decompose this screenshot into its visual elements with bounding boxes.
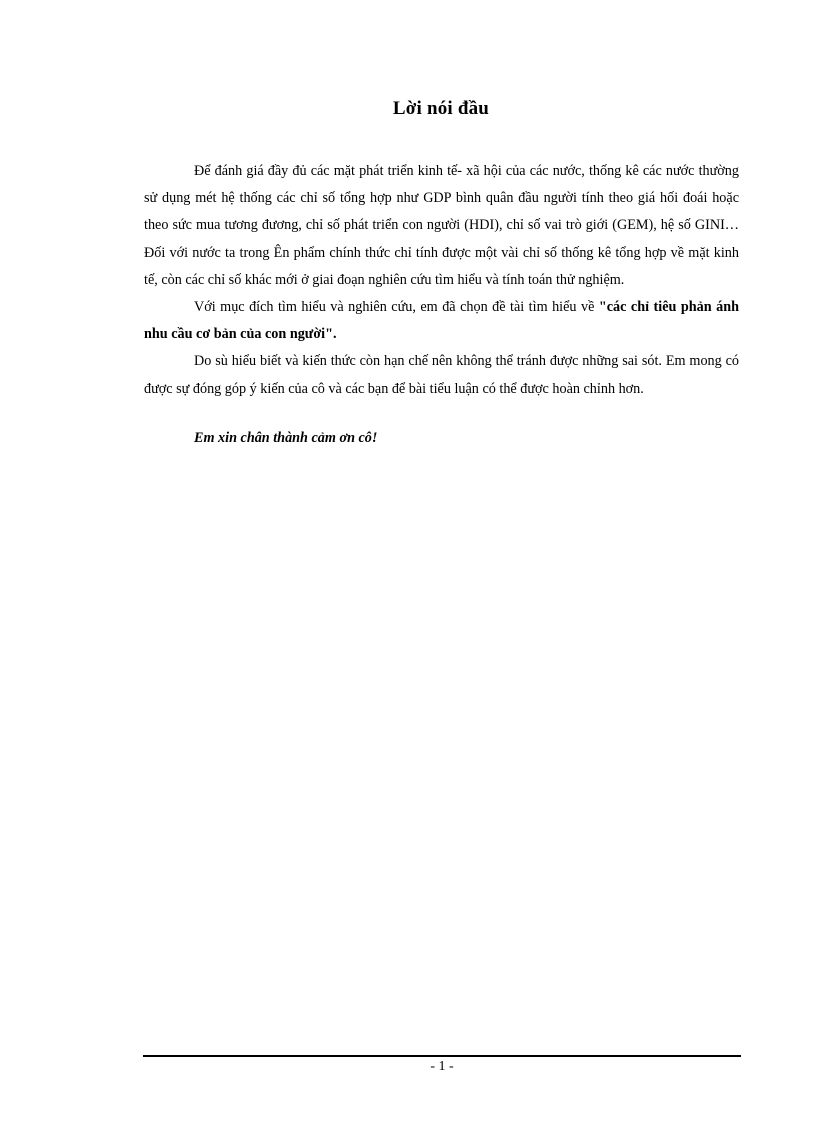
purpose-text: Với mục đích tìm hiểu và nghiên cứu, em đã chọn đề tài tìm hiểu về	[194, 299, 599, 316]
paragraph-limitations: Do sù hiểu biết và kiến thức còn hạn chế nên không thể tránh được những sai sót. Em mong có được sự đóng góp ý kiến của cô và các bạn để bài tiểu luận có thể được hoàn chỉnh hơn.	[144, 353, 739, 397]
paragraph-intro: Để đánh giá đầy đủ các mặt phát triển kinh tế- xã hội của các nước, thống kê các nước thường sử dụng mét hệ thống các chỉ số tổng hợp như GDP bình quân đầu người tính theo giá hối đoái hoặc theo sức mua tương đương, chỉ số phát triển con người (HDI), chỉ số vai trò giới (GEM), hệ số GINI… Đối với nước ta trong Ên phẩm chính thức chỉ tính được một vài chỉ số thống kê tổng hợp về mặt kinh tế, còn các chỉ số khác mới ở giai đoạn nghiên cứu tìm hiểu và tính toán thử nghiệm.	[144, 163, 739, 288]
topic-title: "các chỉ tiêu phản ánh nhu cầu cơ bản của con người".	[144, 299, 739, 343]
page-title: Lời nói đầu	[392, 98, 490, 119]
closing-thanks: Em xin chân thành cảm ơn cô!	[194, 429, 378, 446]
document-body	[144, 158, 739, 452]
footer-divider	[143, 1055, 741, 1057]
paragraph-purpose	[144, 294, 739, 348]
page-number: - 1 -	[430, 1059, 454, 1074]
